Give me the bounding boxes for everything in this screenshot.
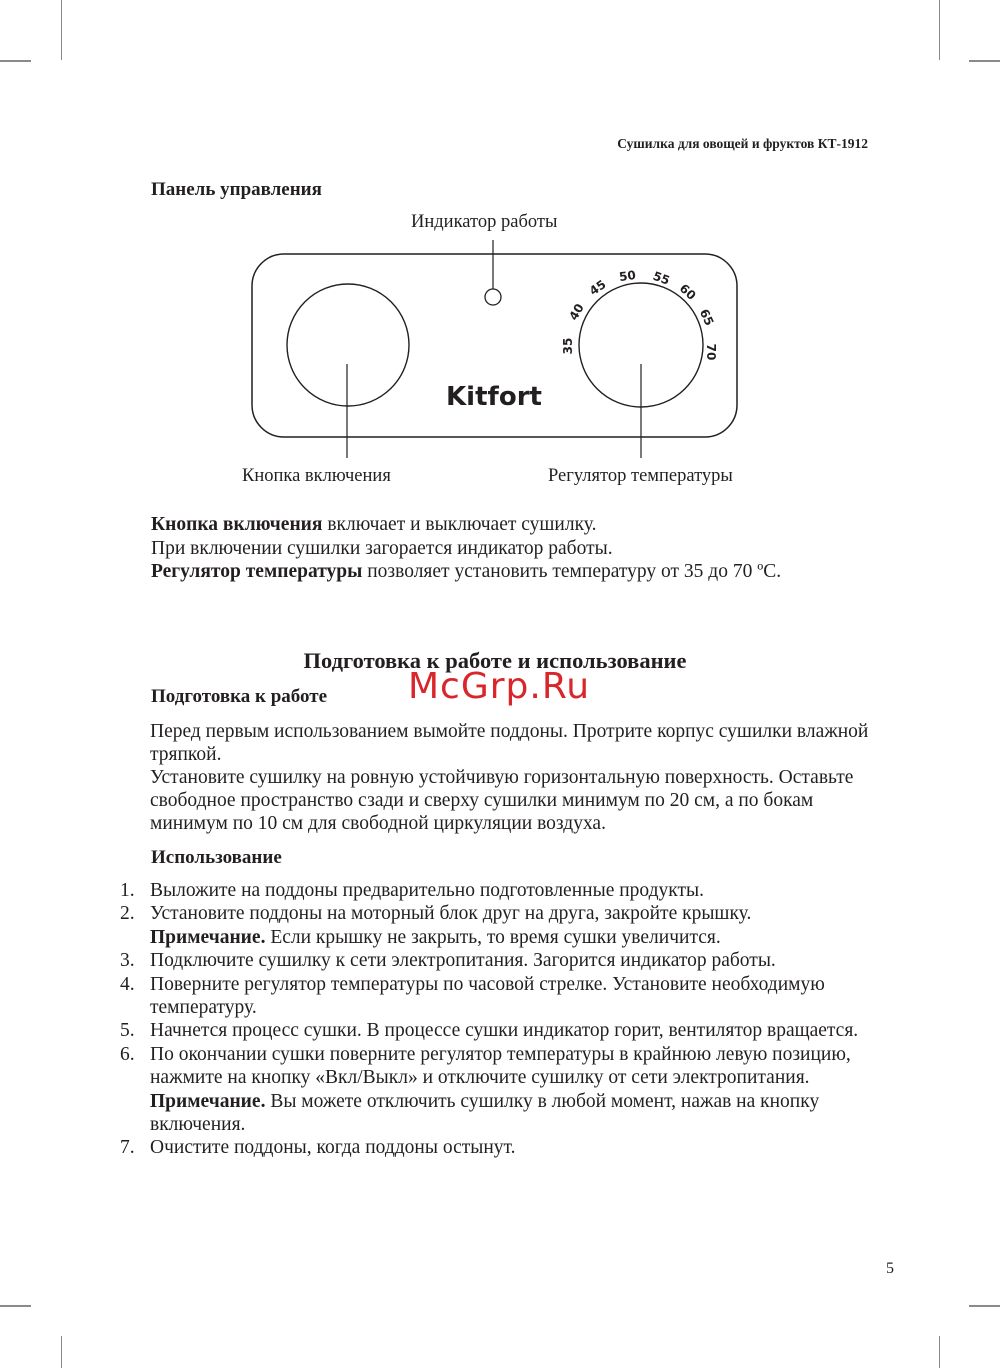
paragraph-text: Перед первым использованием вымойте поддоны. Протрите корпус сушилки влажной тряпкой. <box>150 721 869 765</box>
step-text: Выложите на поддоны предварительно подготовленные продукты. <box>150 880 704 901</box>
note-label: Примечание. <box>150 926 266 948</box>
usage-step <box>120 879 880 902</box>
description-line-indicator <box>151 537 613 560</box>
indicator-description: При включении сушилки загорается индикатор работы. <box>151 538 613 559</box>
step-text: Установите поддоны на моторный блок друг на друга, закройте крышку. <box>150 903 752 925</box>
scale-70: 70 <box>704 343 718 361</box>
running-header: Сушилка для овощей и фруктов КТ-1912 <box>617 136 868 151</box>
crop-mark <box>61 1336 62 1368</box>
crop-mark <box>0 1305 31 1307</box>
step-number: 7. <box>120 1137 135 1159</box>
usage-heading: Использование <box>151 847 282 868</box>
description-line-temperature <box>151 560 781 583</box>
power-button-term: Кнопка включения <box>151 514 323 535</box>
usage-step <box>120 902 880 949</box>
page-number: 5 <box>886 1260 894 1277</box>
crop-mark <box>969 1305 1000 1307</box>
description-line-power <box>151 513 596 536</box>
note-text: Вы можете отключить сушилку в любой момент, нажав на кнопку включения. <box>150 1090 820 1136</box>
step-number: 5. <box>120 1020 135 1042</box>
indicator-light-icon <box>485 289 501 305</box>
step-text: Начнется процесс сушки. В процессе сушки индикатор горит, вентилятор вращается. <box>150 1020 859 1042</box>
power-button-label: Кнопка включения <box>242 466 391 486</box>
usage-step <box>120 1019 880 1042</box>
crop-mark <box>939 1336 940 1368</box>
scale-40: 40 <box>566 301 587 323</box>
step-number: 2. <box>120 903 135 925</box>
power-button-description: включает и выключает сушилку. <box>322 514 597 535</box>
scale-50: 50 <box>618 267 637 285</box>
usage-step <box>120 973 880 1020</box>
temperature-knob-label: Регулятор температуры <box>548 466 733 486</box>
paragraph-text: Установите сушилку на ровную устойчивую горизонтальную поверхность. Оставьте свободное пространство сзади и сверху сушилки минимум по 20 см, а по бокам минимум по 10 см для свободной циркуляции воздуха. <box>150 767 854 834</box>
control-panel-heading: Панель управления <box>151 179 322 200</box>
watermark: McGrp.Ru <box>408 666 591 707</box>
scale-35: 35 <box>561 337 575 355</box>
scale-60: 60 <box>676 281 699 303</box>
step-number: 3. <box>120 950 135 972</box>
kitfort-logo: Kitfort <box>446 382 542 412</box>
note-text: Если крышку не закрыть, то время сушки увеличится. <box>265 926 721 948</box>
temperature-knob-term: Регулятор температуры <box>151 561 363 582</box>
control-panel-diagram <box>0 0 1000 520</box>
step-text: Подключите сушилку к сети электропитания. Загорится индикатор работы. <box>150 950 776 972</box>
step-number: 1. <box>120 880 135 901</box>
scale-55: 55 <box>651 268 672 288</box>
power-button-icon <box>287 284 409 406</box>
preparation-paragraph-2 <box>120 766 870 835</box>
note-label: Примечание. <box>150 1090 266 1112</box>
scale-65: 65 <box>696 306 717 328</box>
step-number: 6. <box>120 1043 135 1065</box>
step-text: По окончании сушки поверните регулятор температуры в крайнюю левую позицию, нажмите на кнопку «Вкл/Выкл» и отключите сушилку от сети электропитания. <box>150 1043 851 1089</box>
usage-step <box>120 1043 880 1137</box>
usage-steps-list <box>120 879 880 1160</box>
scale-45: 45 <box>586 277 609 299</box>
indicator-label: Индикатор работы <box>411 212 558 232</box>
step-text: Очистите поддоны, когда поддоны остынут. <box>150 1137 516 1159</box>
step-text: Поверните регулятор температуры по часовой стрелке. Установите необходимую температуру. <box>150 973 825 1019</box>
temperature-knob-description: позволяет установить температуру от 35 до 70 ºС. <box>362 561 782 582</box>
preparation-heading: Подготовка к работе <box>151 686 328 707</box>
preparation-paragraph-1 <box>120 720 870 766</box>
section-title: Подготовка к работе и использование <box>303 648 687 673</box>
step-number: 4. <box>120 973 135 995</box>
usage-step <box>120 1136 880 1159</box>
usage-step <box>120 949 880 972</box>
